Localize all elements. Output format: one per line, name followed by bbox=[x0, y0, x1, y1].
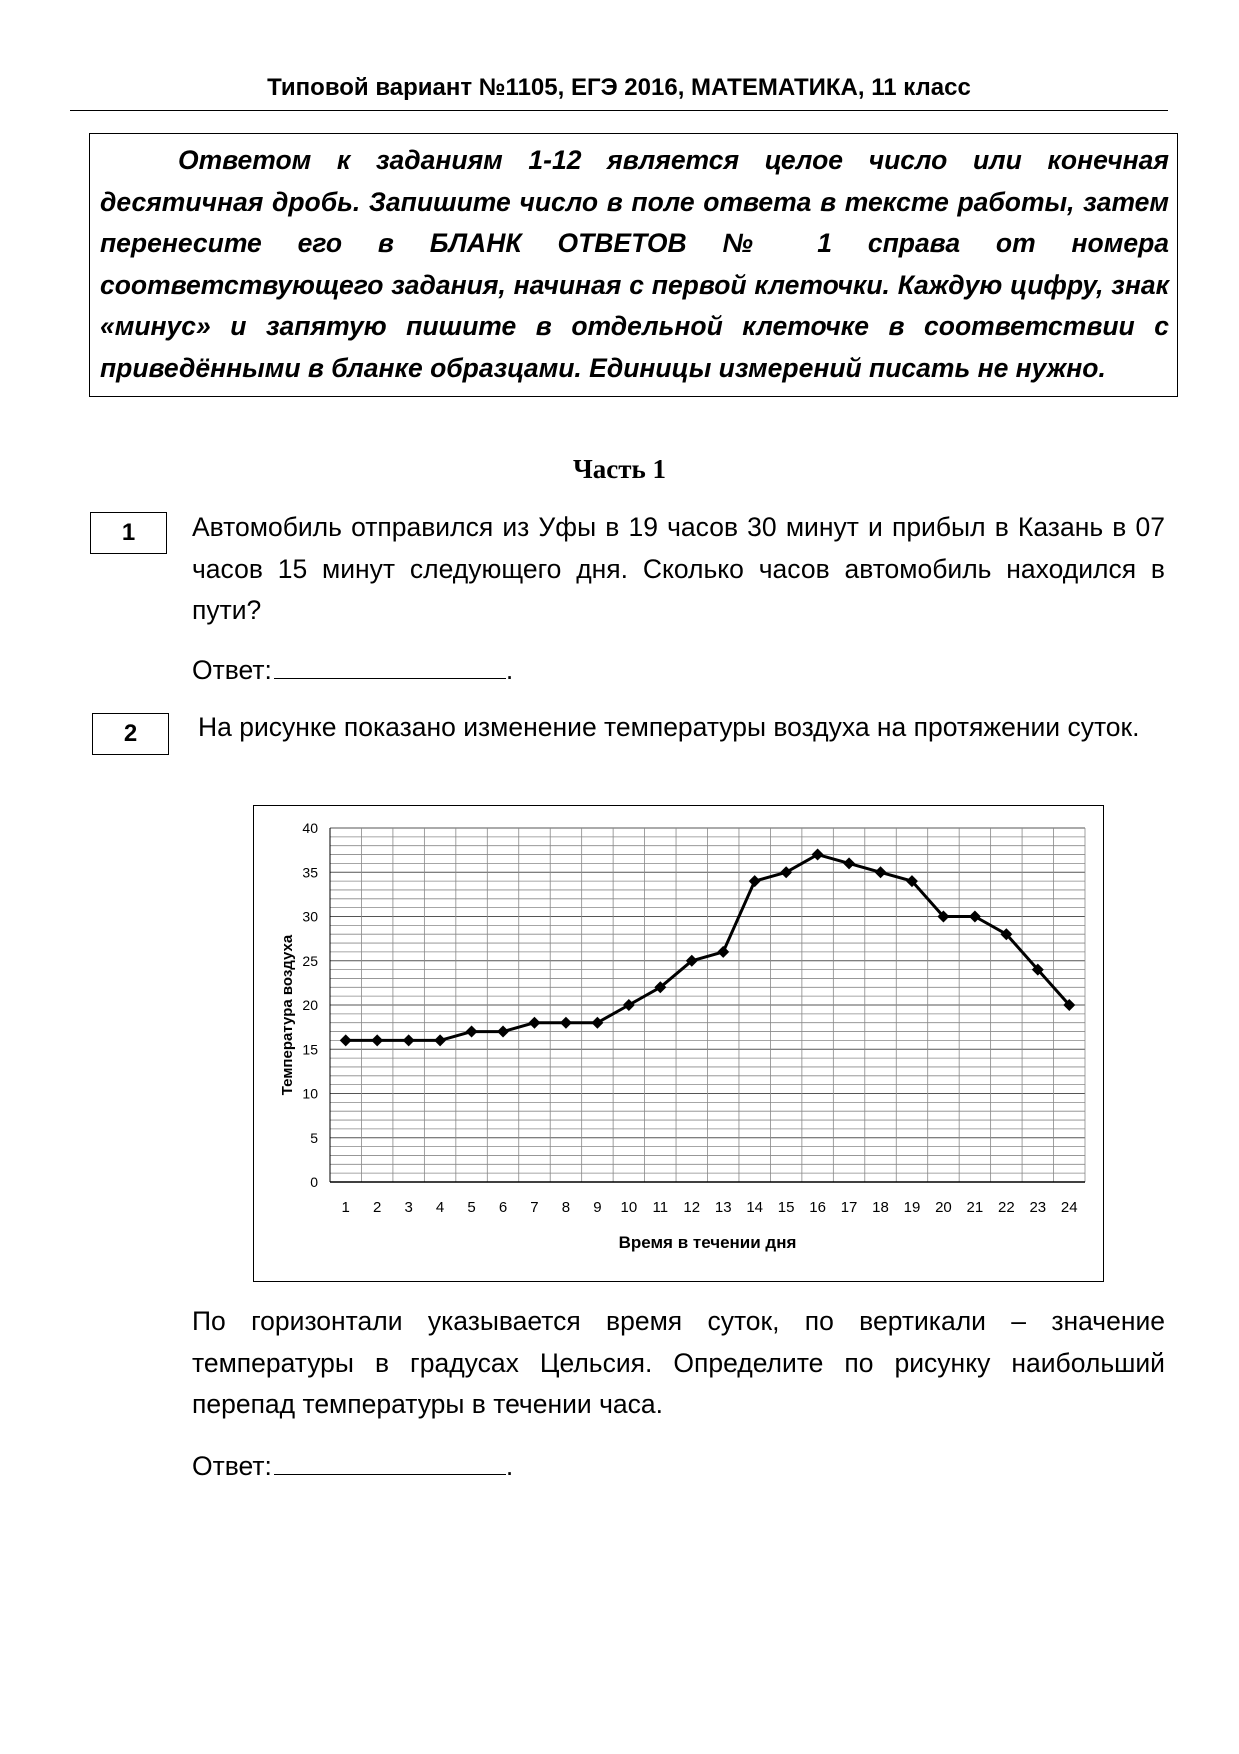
task-2-text: На рисунке показано изменение температуры воздуха на протяжении суток. bbox=[198, 712, 1140, 742]
data-point bbox=[466, 1026, 478, 1038]
x-tick-label: 14 bbox=[746, 1199, 764, 1216]
y-tick-label: 15 bbox=[302, 1041, 318, 1058]
task-1-answer bbox=[192, 652, 513, 686]
x-tick-label: 10 bbox=[620, 1199, 638, 1216]
task-2-answer bbox=[192, 1448, 513, 1482]
task-number-1: 1 bbox=[90, 512, 167, 554]
x-tick-label: 20 bbox=[935, 1199, 952, 1216]
data-point bbox=[780, 866, 792, 878]
x-tick-label: 21 bbox=[966, 1199, 984, 1216]
task-number-2: 2 bbox=[92, 713, 169, 755]
data-point bbox=[843, 857, 855, 869]
page-header: Типовой вариант №1105, ЕГЭ 2016, МАТЕМАТИКА, 11 класс bbox=[267, 74, 971, 101]
data-point bbox=[403, 1034, 415, 1046]
x-tick-label: 1 bbox=[341, 1199, 350, 1216]
x-tick-label: 9 bbox=[593, 1199, 602, 1216]
x-tick-label: 24 bbox=[1060, 1199, 1078, 1216]
task-1-text: Автомобиль отправился из Уфы в 19 часов 30 минут и прибыл в Казань в 07 часов 15 минут следующего дня. Сколько часов автомобиль находился в пути? bbox=[192, 512, 1165, 625]
x-axis-label: Время в течении дня bbox=[618, 1233, 797, 1252]
task-2-answer-line[interactable] bbox=[274, 1448, 506, 1475]
y-tick-label: 10 bbox=[302, 1085, 318, 1102]
x-tick-label: 6 bbox=[498, 1199, 508, 1216]
header-divider bbox=[70, 110, 1168, 111]
y-tick-label: 5 bbox=[310, 1129, 318, 1146]
task-2-text-after: По горизонтали указывается время суток, по вертикали – значение температуры в градусах Цельсия. Определите по рисунку наибольший перепад температуры в течении часа. bbox=[192, 1306, 1165, 1419]
x-tick-label: 3 bbox=[404, 1199, 413, 1216]
x-tick-label: 5 bbox=[467, 1199, 476, 1216]
data-point bbox=[434, 1034, 446, 1046]
task-1-answer-end: . bbox=[505, 655, 514, 685]
x-tick-label: 23 bbox=[1029, 1199, 1047, 1216]
x-tick-label: 17 bbox=[840, 1199, 858, 1216]
data-point bbox=[749, 875, 761, 887]
x-tick-label: 16 bbox=[809, 1199, 826, 1216]
x-tick-label: 12 bbox=[683, 1199, 701, 1216]
x-tick-label: 13 bbox=[714, 1199, 732, 1216]
x-tick-label: 8 bbox=[561, 1199, 571, 1216]
y-tick-label: 25 bbox=[302, 952, 318, 969]
y-tick-label: 35 bbox=[302, 864, 318, 881]
x-tick-label: 2 bbox=[373, 1199, 382, 1216]
data-point bbox=[497, 1026, 509, 1038]
y-tick-label: 20 bbox=[302, 997, 318, 1013]
data-point bbox=[717, 946, 729, 958]
x-tick-label: 15 bbox=[777, 1199, 795, 1216]
data-point bbox=[875, 866, 887, 878]
y-tick-label: 30 bbox=[302, 908, 318, 925]
task-1-answer-label: Ответ: bbox=[192, 655, 272, 685]
chart-svg bbox=[254, 806, 1102, 1280]
instructions-text: Ответом к заданиям 1-12 является целое число или конечная десятичная дробь. Запишите число в поле ответа в тексте работы, затем перенесите его в БЛАНК ОТВЕТОВ № 1 справа от номера соответствующего задания, начиная с первой клеточки. Каждую цифру, знак «минус» и запятую пишите в отдельной клеточке в соответствии с приведёнными в бланке образцами. Единицы измерений писать не нужно. bbox=[100, 145, 1169, 383]
data-point bbox=[340, 1034, 352, 1046]
task-1-answer-line[interactable] bbox=[274, 652, 506, 679]
y-tick-label: 40 bbox=[302, 820, 318, 836]
x-tick-label: 18 bbox=[872, 1199, 889, 1216]
task-2-answer-end: . bbox=[505, 1451, 514, 1481]
y-axis-label: Температура воздуха bbox=[279, 934, 296, 1096]
instructions-box bbox=[89, 133, 1178, 397]
data-point bbox=[969, 911, 981, 923]
x-tick-label: 19 bbox=[903, 1199, 921, 1216]
task-2-answer-label: Ответ: bbox=[192, 1451, 272, 1481]
data-point bbox=[560, 1017, 572, 1029]
data-point bbox=[591, 1017, 603, 1029]
y-tick-label: 0 bbox=[310, 1174, 318, 1190]
x-tick-label: 11 bbox=[652, 1199, 669, 1216]
x-tick-label: 22 bbox=[998, 1199, 1015, 1216]
x-tick-label: 7 bbox=[530, 1199, 539, 1216]
part-title: Часть 1 bbox=[572, 454, 667, 484]
data-point bbox=[528, 1017, 540, 1029]
x-tick-label: 4 bbox=[435, 1199, 445, 1216]
data-point bbox=[812, 849, 824, 861]
temperature-chart bbox=[253, 805, 1104, 1282]
data-point bbox=[623, 999, 635, 1011]
data-point bbox=[371, 1034, 383, 1046]
